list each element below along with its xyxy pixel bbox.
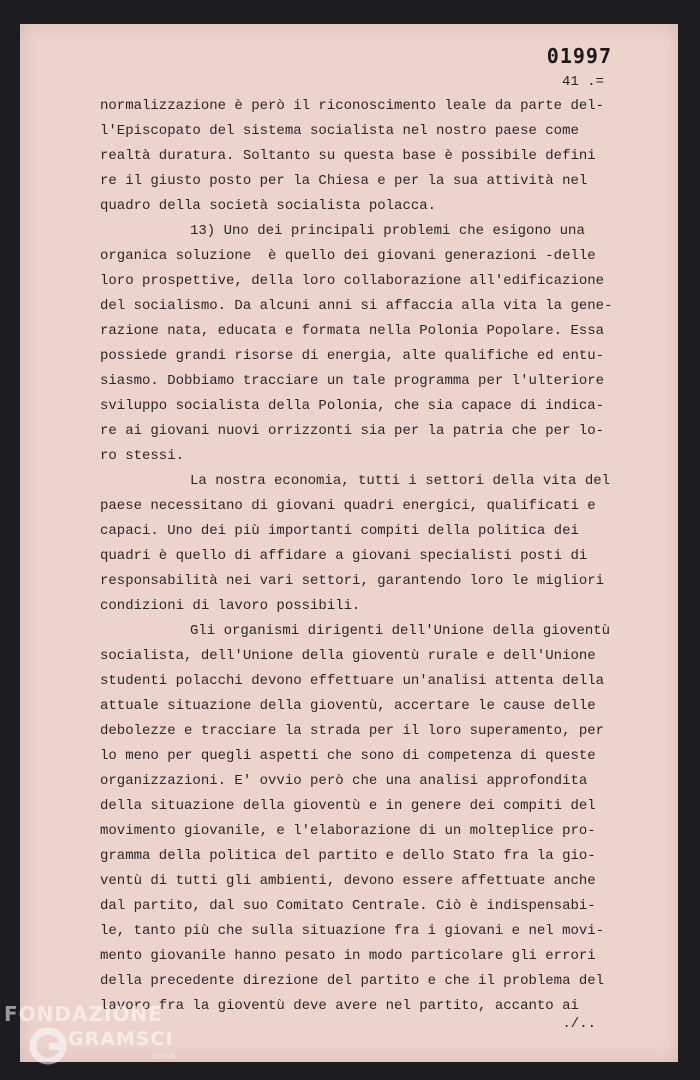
archive-stamp-number: 01997 (546, 44, 612, 68)
text-line: loro prospettive, della loro collaborazione all'edificazione (100, 273, 605, 289)
fondazione-gramsci-watermark (4, 1000, 204, 1080)
text-line: condizioni di lavoro possibili. (100, 598, 361, 614)
watermark-line1: FONDAZIONE (4, 1002, 163, 1026)
document-page (20, 24, 678, 1062)
text-line: capaci. Uno dei più importanti compiti della politica dei (100, 523, 579, 539)
text-line: possiede grandi risorse di energia, alte qualifiche ed entu- (100, 348, 605, 364)
text-line: ventù di tutti gli ambienti, devono essere affettuate anche (100, 873, 596, 889)
text-line: re ai giovani nuovi orrizzonti sia per la patria che per lo- (100, 423, 605, 439)
page-number: 41 .= (561, 74, 604, 90)
text-line: movimento giovanile, e l'elaborazione di un molteplice pro- (100, 823, 596, 839)
text-line: lo meno per quegli aspetti che sono di competenza di queste (100, 748, 596, 764)
paragraph-13-start: 13) Uno dei principali problemi che esigono una (190, 223, 585, 239)
text-line: ro stessi. (100, 448, 185, 464)
text-line: organizzazioni. E' ovvio però che una analisi approfondita (100, 773, 588, 789)
text-line: responsabilità nei vari settori, garantendo loro le migliori (100, 573, 605, 589)
text-line: mento giovanile hanno pesato in modo particolare gli errori (100, 948, 596, 964)
text-line: socialista, dell'Unione della gioventù rurale e dell'Unione (100, 648, 596, 664)
text-line: normalizzazione è però il riconoscimento leale da parte del- (100, 98, 605, 114)
text-line: del socialismo. Da alcuni anni si affaccia alla vita la gene- (100, 298, 613, 314)
text-line: quadro della società socialista polacca. (100, 198, 437, 214)
text-line: gramma della politica del partito e dello Stato fra la gio- (100, 848, 596, 864)
text-line: realtà duratura. Soltanto su questa base è possibile defini (100, 148, 596, 164)
text-line: siasmo. Dobbiamo tracciare un tale programma per l'ulteriore (100, 373, 605, 389)
text-line: re il giusto posto per la Chiesa e per la sua attività nel (100, 173, 588, 189)
text-line: l'Episcopato del sistema socialista nel nostro paese come (100, 123, 579, 139)
text-line: dal partito, dal suo Comitato Centrale. Ciò è indispensabi- (100, 898, 596, 914)
text-line: sviluppo socialista della Polonia, che sia capace di indica- (100, 398, 605, 414)
text-line: attuale situazione della gioventù, accertare le cause delle (100, 698, 596, 714)
text-line: paese necessitano di giovani quadri energici, qualificati e (100, 498, 596, 514)
text-line: quadri è quello di affidare a giovani specialisti posti di (100, 548, 588, 564)
watermark-suffix: onlus (152, 1052, 177, 1062)
watermark-g-logo-icon (28, 1026, 68, 1066)
paragraph-start: Gli organismi dirigenti dell'Unione della gioventù (190, 623, 611, 639)
text-line: debolezze e tracciare la strada per il loro superamento, per (100, 723, 605, 739)
text-line: della situazione della gioventù e in genere dei compiti del (100, 798, 596, 814)
paragraph-start: La nostra economia, tutti i settori della vita del (190, 473, 611, 489)
text-line: studenti polacchi devono effettuare un'analisi attenta della (100, 673, 605, 689)
text-line: razione nata, educata e formata nella Polonia Popolare. Essa (100, 323, 605, 339)
watermark-line2: GRAMSCI (68, 1028, 174, 1050)
text-line: della precedente direzione del partito e che il problema del (100, 973, 605, 989)
text-line: organica soluzione è quello dei giovani generazioni -delle (100, 248, 596, 264)
continuation-mark: ./.. (562, 1016, 596, 1032)
document-body (100, 94, 660, 1019)
text-line: lavoro fra la gioventù deve avere nel partito, accanto ai (100, 998, 579, 1014)
text-line: le, tanto più che sulla situazione fra i giovani e nel movi- (100, 923, 605, 939)
